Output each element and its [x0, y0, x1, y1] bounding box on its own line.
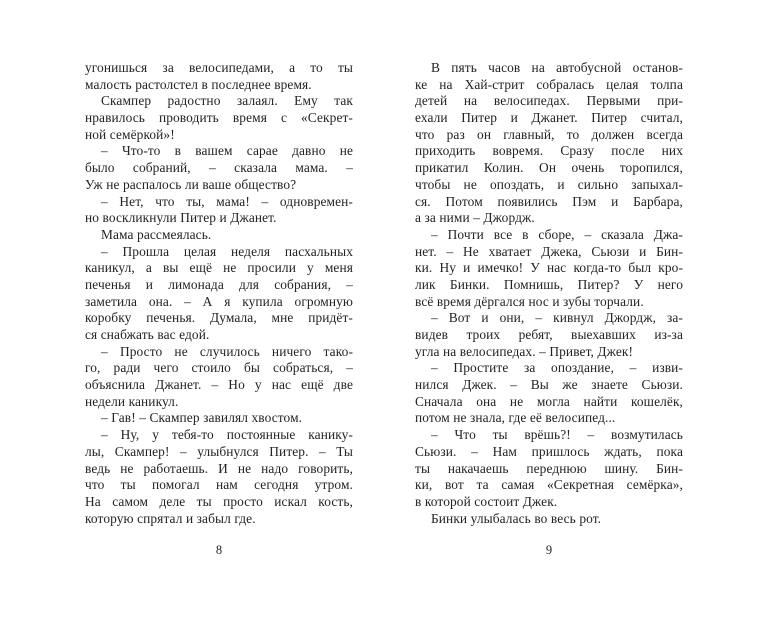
text-line: – Нет, что ты, мама! – одновремен- [101, 193, 353, 209]
text-line: объяснила Джанет. – Но у нас ещё две [85, 377, 353, 393]
text-line: – Гав! – Скампер завилял хвостом. [101, 410, 303, 426]
text-line: печенья и лимонада для собрания, – [85, 276, 353, 292]
text-line: но воскликнули Питер и Джанет. [85, 210, 277, 226]
text-line: заметила она. – А я купила огромную [85, 293, 353, 309]
text-line: – Простите за опоздание, – изви- [431, 360, 683, 376]
text-line: угонишься за велосипедами, а то ты [85, 60, 353, 75]
text-line: ной семёркой»! [85, 126, 175, 142]
text-line: Мама рассмеялась. [101, 226, 212, 242]
text-line: было собраний, – сказала мама. – [85, 160, 353, 176]
text-line: чтобы не опоздать, и сильно запыхал- [415, 176, 683, 192]
text-line: недели каникул. [85, 393, 179, 409]
text-line: го, ради чего стоило бы собраться, – [85, 360, 353, 376]
text-line: ке на Хай-стрит собралась целая толпа [415, 76, 683, 92]
text-line: На самом деле ты просто искал кость, [85, 493, 353, 509]
text-line: детей на велосипедах. Первыми при- [415, 93, 683, 109]
page-left [85, 0, 353, 617]
text-line: Уж не распалось ли ваше общество? [85, 176, 297, 192]
text-line: – Что ты врёшь?! – возмутилась [431, 427, 683, 443]
text-line: нился Джек. – Вы же знаете Сьюзи. [415, 377, 683, 393]
text-line: каникул, а вы ещё не просили у меня [85, 260, 353, 276]
text-line: В пять часов на автобусной останов- [431, 60, 683, 75]
text-line: ехали Питер и Джанет. Питер считал, [415, 110, 683, 126]
text-line: которую спрятал и забыл где. [85, 510, 256, 526]
text-line: малость растолстел в последнее время. [85, 76, 312, 92]
text-line: – Прошла целая неделя пасхальных [101, 243, 353, 259]
page-left-text [85, 60, 353, 527]
page-right [415, 0, 683, 617]
text-line: в которой состоит Джек. [415, 493, 558, 509]
text-line: ки. Ну и имечко! У нас когда-то был кро- [415, 260, 683, 276]
text-line: видев троих ребят, выехавших из-за [415, 327, 683, 342]
page-right-text [415, 60, 683, 527]
text-line: – Просто не случилось ничего тако- [101, 343, 353, 359]
text-line: ся снабжать вас едой. [85, 327, 210, 342]
text-line: Скампер радостно залаял. Ему так [101, 93, 353, 109]
text-line: – Что-то в вашем сарае давно не [101, 143, 353, 159]
text-line: а за ними – Джордж. [415, 210, 535, 226]
text-line: коробку печенья. Думала, мне придёт- [85, 310, 353, 326]
text-line: – Вот и они, – кивнул Джордж, за- [431, 310, 683, 326]
text-line: Сьюзи. – Нам пришлось ждать, пока [415, 443, 683, 459]
text-line: лик Бинки. Помнишь, Питер? У него [415, 276, 683, 292]
text-line: нравилось проводить время с «Секрет- [85, 110, 353, 126]
text-line: ведь не работаешь. И не надо говорить, [85, 460, 353, 476]
page-number-left: 8 [215, 543, 223, 557]
text-line: всё время дёргался нос и зубы торчали. [415, 293, 644, 309]
text-line: нет. – Не хватает Джека, Сьюзи и Бин- [415, 243, 683, 259]
text-line: Сначала она не могла найти кошелёк, [415, 393, 683, 409]
text-line: ки, вот та самая «Секретная семёрка», [415, 477, 683, 493]
text-line: потом не знала, где её велосипед... [415, 410, 616, 426]
text-line: – Ну, у тебя-то постоянные канику- [101, 427, 353, 443]
text-line: что раз он главный, то должен всегда [415, 126, 683, 142]
text-line: приходить вовремя. Сразу после них [415, 143, 683, 159]
text-line: угла на велосипедах. – Привет, Джек! [415, 343, 634, 359]
text-line: что ты помогал нам сегодня утром. [85, 477, 353, 493]
text-line: – Почти все в сборе, – сказала Джа- [431, 226, 683, 242]
text-line: прикатил Колин. Он очень торопился, [415, 160, 683, 176]
text-line: ся. Потом появились Пэм и Барбара, [415, 193, 683, 209]
text-line: Бинки улыбалась во весь рот. [431, 510, 602, 526]
page-number-right: 9 [545, 543, 553, 557]
text-line: ты накачаешь переднюю шину. Бин- [415, 460, 683, 476]
text-line: лы, Скампер! – улыбнулся Питер. – Ты [85, 443, 353, 459]
